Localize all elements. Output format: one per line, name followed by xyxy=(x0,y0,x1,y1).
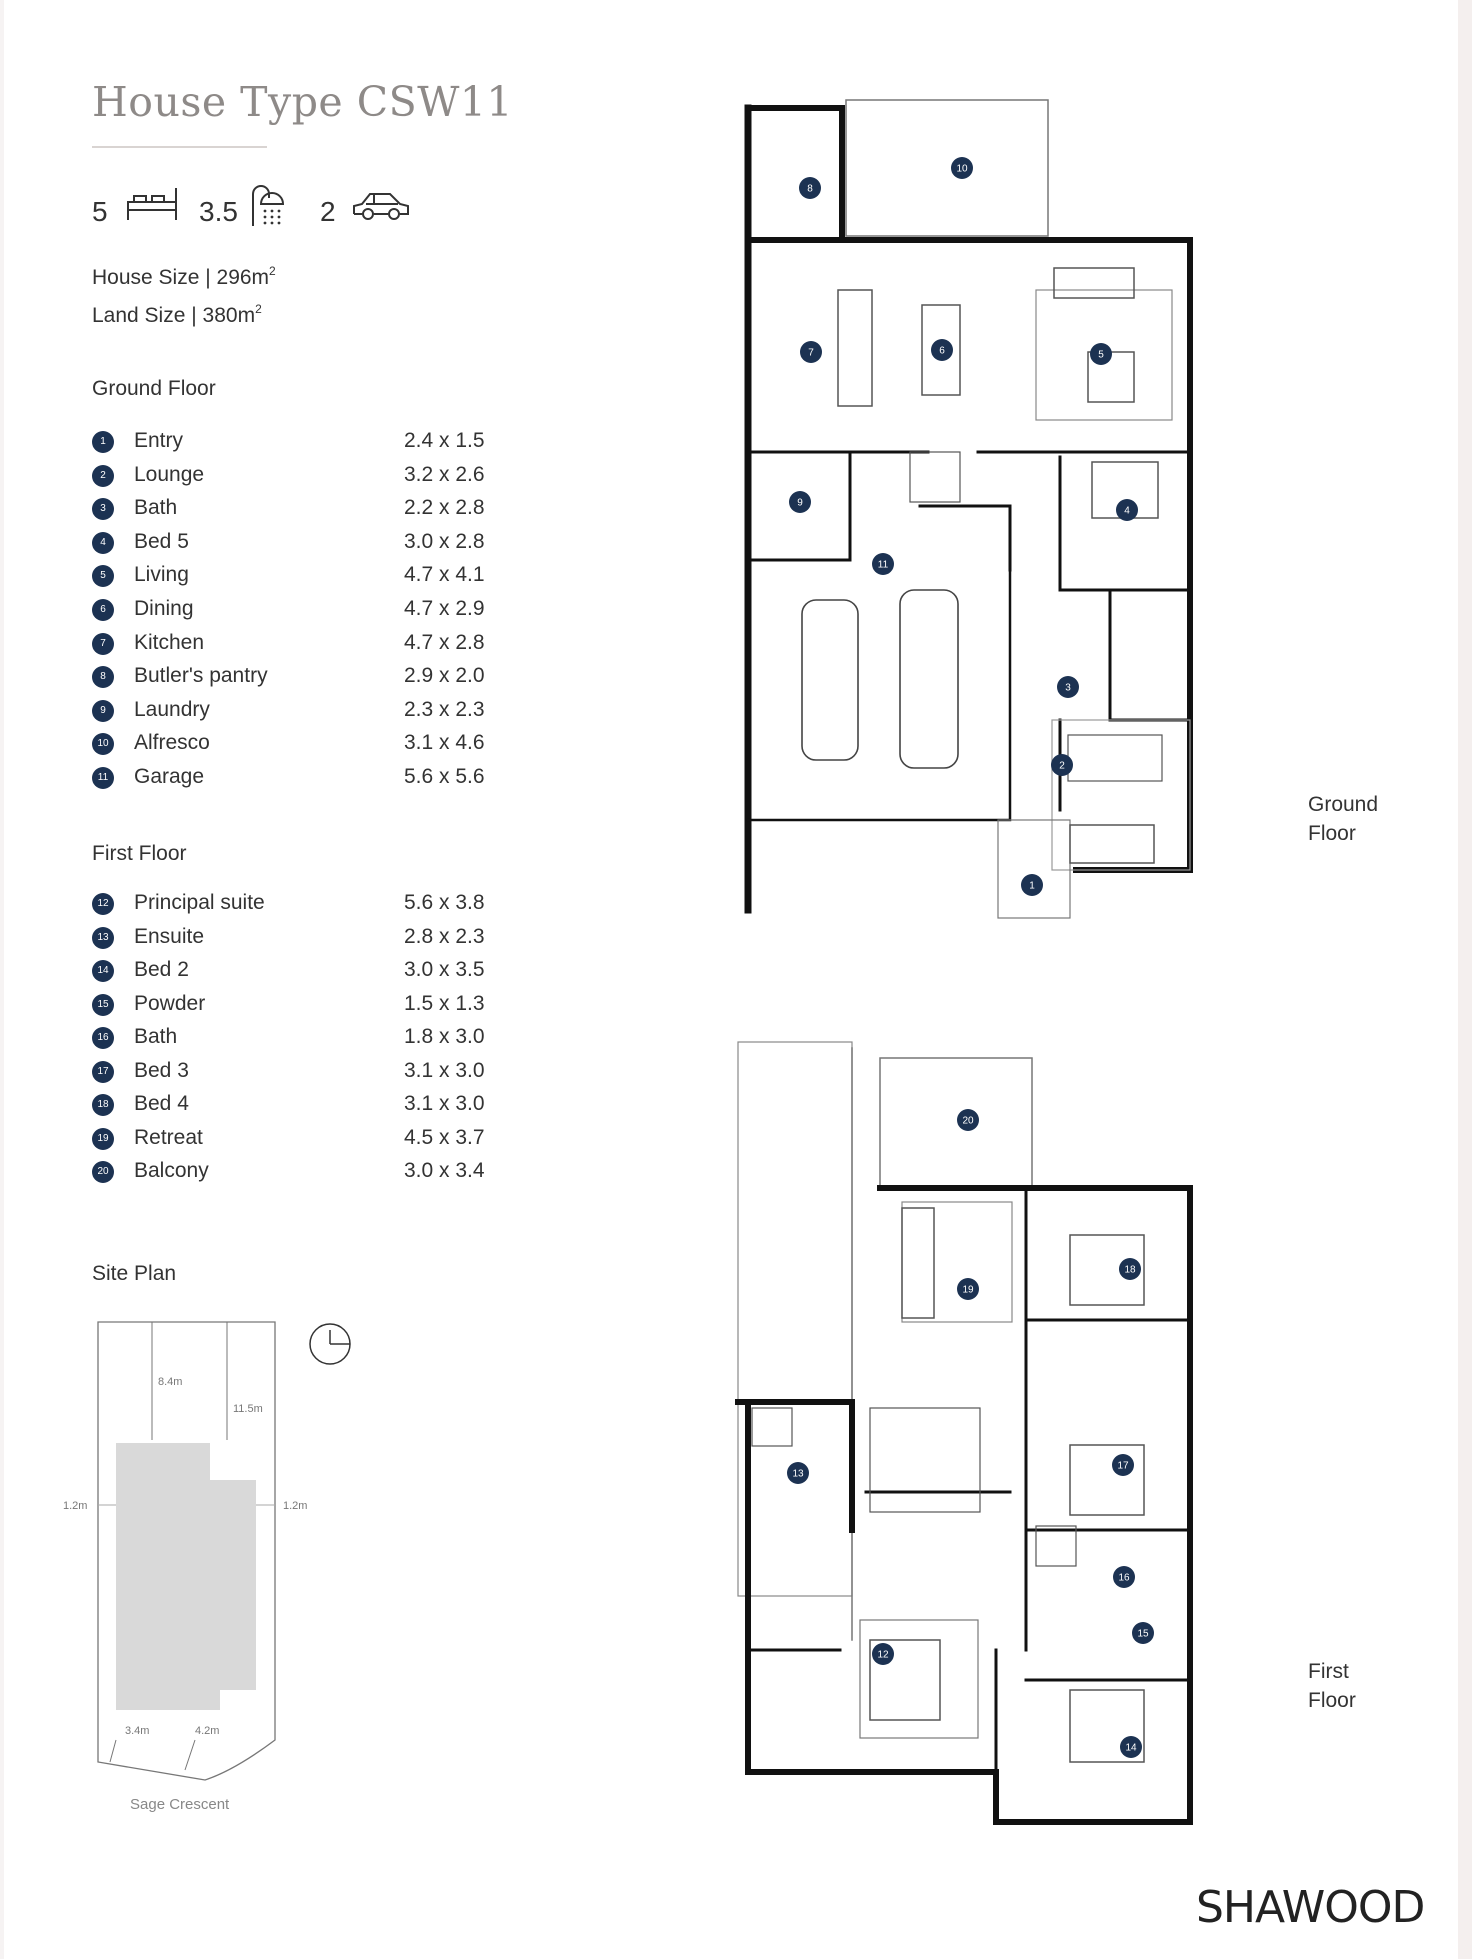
room-dimensions: 3.1 x 4.6 xyxy=(404,731,485,755)
room-name: Garage xyxy=(134,765,205,788)
first-west-walls xyxy=(748,1402,996,1822)
lounge-sofa xyxy=(1070,825,1154,863)
garage-count: 2 xyxy=(320,196,336,227)
lounge-sofa-back xyxy=(1068,735,1162,781)
room-row xyxy=(92,597,512,627)
room-row xyxy=(92,958,512,988)
room-dimensions: 3.0 x 3.5 xyxy=(404,958,485,981)
plan-room-number: 19 xyxy=(962,1284,974,1296)
room-name: Laundry xyxy=(134,697,210,721)
room-number-badge: 19 xyxy=(92,1128,114,1150)
plan-room-number: 9 xyxy=(797,497,803,509)
site-footprint xyxy=(116,1443,256,1710)
retreat-rug xyxy=(902,1202,1012,1322)
room-row xyxy=(92,1092,512,1122)
principal-walls xyxy=(748,1650,996,1772)
plan-room-number: 12 xyxy=(877,1649,889,1661)
setback-side-top-label: 11.5m xyxy=(233,1403,263,1415)
house-stats xyxy=(92,184,432,232)
room-number-badge: 15 xyxy=(92,994,114,1016)
room-number-badge: 12 xyxy=(92,893,114,915)
house-size: House Size | $296m^2$ xyxy=(92,264,276,289)
room-name: Living xyxy=(134,563,189,587)
room-name: Bath xyxy=(134,1025,178,1048)
room-number-badge: 17 xyxy=(92,1061,114,1083)
room-dimensions: 3.0 x 2.8 xyxy=(404,529,485,553)
room-dimensions: 3.1 x 3.0 xyxy=(404,1058,485,1082)
plan-room-number: 4 xyxy=(1124,505,1130,517)
compass-needle xyxy=(330,1330,350,1344)
room-row xyxy=(92,1126,512,1156)
room-row xyxy=(92,631,512,661)
plan-room-number: 10 xyxy=(956,163,968,175)
room-name: Bed 5 xyxy=(134,529,189,553)
room-name: Bed 4 xyxy=(134,1092,189,1115)
pantry-wall xyxy=(748,108,842,240)
front-right-label: 4.2m xyxy=(195,1725,220,1737)
room-name: Ensuite xyxy=(134,924,205,948)
plan-room-number: 16 xyxy=(1118,1572,1130,1584)
shawood-logo: SHAWOOD xyxy=(1196,1882,1425,1933)
bath-wall xyxy=(1110,590,1190,720)
plan-room-number: 1 xyxy=(1029,880,1035,892)
title-divider xyxy=(92,146,267,148)
land-size: Land Size | $380m^2$ xyxy=(92,302,262,327)
room-row xyxy=(92,731,512,761)
room-number-badge: 11 xyxy=(92,767,114,789)
room-row xyxy=(92,698,512,728)
room-name: Dining xyxy=(134,597,194,620)
room-dimensions: 2.8 x 2.3 xyxy=(404,924,485,948)
room-dimensions: 4.7 x 2.9 xyxy=(404,597,485,620)
room-name: Principal suite xyxy=(134,891,265,914)
setback-right-label: 1.2m xyxy=(283,1500,308,1512)
room-dimensions: 2.2 x 2.8 xyxy=(404,496,485,520)
stair-walls xyxy=(852,1402,1010,1492)
garage-door-line xyxy=(748,570,1010,820)
bed3-bed xyxy=(1070,1445,1144,1515)
room-name: Kitchen xyxy=(134,630,205,654)
bathroom-count: 3.5 xyxy=(199,196,238,227)
site-plan-drawing xyxy=(55,1310,375,1830)
room-row xyxy=(92,1159,512,1189)
bath-shower xyxy=(1036,1526,1076,1566)
first-stairs xyxy=(870,1408,980,1512)
room-row xyxy=(92,765,512,795)
bedroom-walls xyxy=(1026,1188,1190,1680)
page-edge-left xyxy=(0,0,4,1959)
room-row xyxy=(92,664,512,694)
room-dimensions: 2.3 x 2.3 xyxy=(404,697,485,721)
room-name: Bed 3 xyxy=(134,1058,189,1082)
retreat-sofa xyxy=(902,1208,934,1318)
street-name: Sage Crescent xyxy=(130,1796,230,1813)
room-number-badge: 8 xyxy=(92,666,114,688)
room-row xyxy=(92,496,512,526)
room-number-badge: 4 xyxy=(92,532,114,554)
room-row xyxy=(92,891,512,921)
room-number-badge: 20 xyxy=(92,1161,114,1183)
ground-floor-heading: Ground Floor xyxy=(92,377,216,400)
room-name: Balcony xyxy=(134,1159,209,1182)
plan-room-number: 2 xyxy=(1059,760,1065,772)
room-dimensions: 5.6 x 5.6 xyxy=(404,765,485,788)
bed5-wall xyxy=(1060,457,1190,590)
room-number-badge: 6 xyxy=(92,599,114,621)
ground-floor-plan-label: Ground Floor xyxy=(1308,793,1379,845)
room-dimensions: 4.7 x 2.8 xyxy=(404,630,485,654)
room-name: Powder xyxy=(134,991,206,1015)
plan-room-number: 5 xyxy=(1098,349,1104,361)
room-row xyxy=(92,429,512,459)
first-floor-heading: First Floor xyxy=(92,842,187,865)
room-number-badge: 14 xyxy=(92,960,114,982)
room-name: Bath xyxy=(134,496,178,520)
ground-stairs xyxy=(910,452,960,502)
room-number-badge: 3 xyxy=(92,498,114,520)
room-number-badge: 16 xyxy=(92,1027,114,1049)
site-plan-heading: Site Plan xyxy=(92,1262,177,1285)
page-edge-right xyxy=(1458,0,1472,1959)
room-dimensions: 1.8 x 3.0 xyxy=(404,1025,485,1048)
room-markers xyxy=(787,157,1154,1758)
floor-plans xyxy=(690,90,1210,1850)
ground-north-east-wall xyxy=(748,240,1190,870)
room-dimensions: 4.5 x 3.7 xyxy=(404,1125,485,1149)
plan-room-number: 18 xyxy=(1124,1264,1136,1276)
room-name: Bed 2 xyxy=(134,958,189,981)
room-dimensions: 3.0 x 3.4 xyxy=(404,1159,485,1182)
lounge-outline xyxy=(1052,720,1190,870)
room-dimensions: 1.5 x 1.3 xyxy=(404,991,485,1015)
front-left-label: 3.4m xyxy=(125,1725,150,1737)
room-row xyxy=(92,1025,512,1055)
room-name: Entry xyxy=(134,429,184,452)
plan-room-number: 8 xyxy=(807,183,813,195)
plan-room-number: 6 xyxy=(939,345,945,357)
room-row xyxy=(92,1059,512,1089)
room-row xyxy=(92,992,512,1022)
room-name: Lounge xyxy=(134,462,205,486)
ensuite-shower xyxy=(752,1408,792,1446)
room-dimensions: 2.4 x 1.5 xyxy=(404,429,485,452)
bed-icon xyxy=(126,184,182,224)
room-dimensions: 5.6 x 3.8 xyxy=(404,891,485,914)
room-dimensions: 3.1 x 3.0 xyxy=(404,1092,485,1115)
plan-room-number: 13 xyxy=(792,1468,804,1480)
room-name: Butler's pantry xyxy=(134,664,268,688)
room-name: Alfresco xyxy=(134,731,210,755)
plan-room-number: 7 xyxy=(808,347,814,359)
room-row xyxy=(92,563,512,593)
room-number-badge: 10 xyxy=(92,733,114,755)
room-row xyxy=(92,530,512,560)
room-dimensions: 4.7 x 4.1 xyxy=(404,563,485,587)
void-outline xyxy=(738,1042,852,1596)
room-name: Retreat xyxy=(134,1125,203,1149)
kitchen-island xyxy=(838,290,872,406)
car-icon xyxy=(350,188,412,224)
room-number-badge: 7 xyxy=(92,633,114,655)
car-left xyxy=(802,600,858,760)
plan-room-number: 3 xyxy=(1065,682,1071,694)
site-front-lines xyxy=(110,1740,195,1770)
room-number-badge: 5 xyxy=(92,565,114,587)
house-type-title: House Type CSW11 xyxy=(92,78,514,126)
plan-room-number: 14 xyxy=(1125,1742,1137,1754)
shower-icon xyxy=(250,184,294,228)
garage-north-wall xyxy=(920,506,1010,570)
plan-room-number: 20 xyxy=(962,1115,974,1127)
setback-rear-label: 8.4m xyxy=(158,1376,183,1388)
room-dimensions: 3.2 x 2.6 xyxy=(404,462,485,486)
sofa xyxy=(1054,268,1134,298)
car-right xyxy=(900,590,958,768)
room-number-badge: 2 xyxy=(92,465,114,487)
first-floor-room-list xyxy=(92,891,512,1182)
room-number-badge: 18 xyxy=(92,1094,114,1116)
first-floor-plan-label: First Floor xyxy=(1308,1660,1356,1712)
bedroom-count: 5 xyxy=(92,196,108,227)
room-row xyxy=(92,925,512,955)
ground-floor-room-list xyxy=(92,429,512,788)
balcony-outline xyxy=(880,1058,1032,1188)
room-row xyxy=(92,463,512,493)
plan-room-number: 15 xyxy=(1137,1628,1149,1640)
alfresco-outline xyxy=(846,100,1048,236)
room-dimensions: 2.9 x 2.0 xyxy=(404,664,485,688)
setback-left-label: 1.2m xyxy=(63,1500,88,1512)
room-number-badge: 9 xyxy=(92,700,114,722)
entry-outline xyxy=(998,820,1070,918)
room-number-badge: 13 xyxy=(92,927,114,949)
room-number-badge: 1 xyxy=(92,431,114,453)
plan-room-number: 17 xyxy=(1117,1460,1129,1472)
plan-room-number: 11 xyxy=(877,559,889,571)
